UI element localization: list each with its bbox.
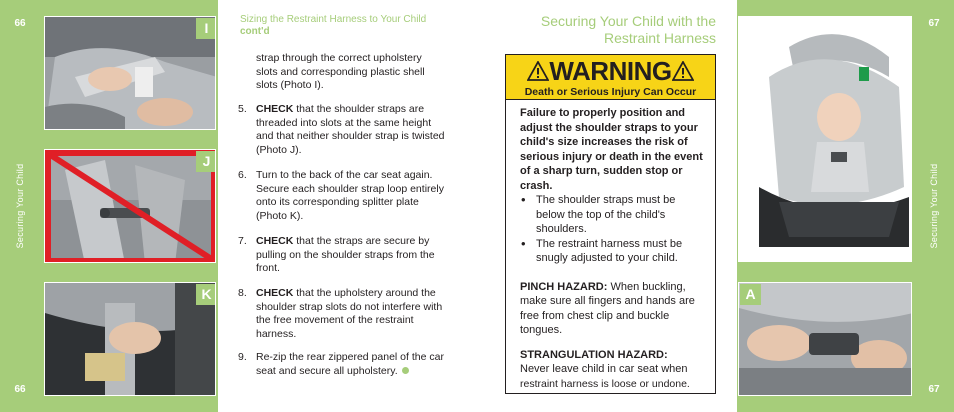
photo-a (738, 282, 912, 396)
step-6-body: Turn to the back of the car seat again. Secure each shoulder strap loop entirely onto its corresponding splitter plate (Photo K). (256, 169, 444, 222)
warning-box (505, 54, 716, 394)
step-7-number: 7. (238, 235, 247, 247)
photo-i (44, 16, 216, 130)
step-8-body: that the upholstery around the shoulder strap slots do not interfere with the free movement of the restraint harness. (256, 287, 443, 340)
right-photo-strip (737, 0, 914, 412)
photo-i-badge: I (196, 18, 216, 39)
photo-k-image (45, 283, 216, 396)
step-5-body: that the shoulder straps are threaded into slots at the same height and that neither shoulder strap is twisted (Photo J). (256, 103, 445, 156)
section-heading (240, 14, 426, 38)
step-9-number: 9. (238, 351, 247, 363)
photo-j-image (45, 150, 216, 263)
photo-a-image (739, 283, 912, 396)
right-title-line1: Securing Your Child with the (540, 13, 716, 29)
page-number-bottom-left: 66 (14, 384, 26, 395)
alert-triangle-icon (672, 61, 694, 81)
warning-title: WARNING (549, 56, 672, 86)
step-9-body: Re-zip the rear zippered panel of the car seat and secure all upholstery. (256, 351, 444, 377)
step-7-bold: CHECK (256, 235, 294, 247)
photo-i-image (45, 17, 216, 130)
step-9-text (256, 351, 446, 378)
step-5-text (256, 103, 446, 157)
warning-lead: Failure to properly position and adjust the shoulder straps to your child's size increases the risk of serious injury or death in the event of a sharp turn, sudden stop or crash. (520, 107, 703, 192)
warning-header (506, 55, 715, 100)
photo-car-seat (738, 16, 912, 262)
left-photo-strip (40, 0, 218, 412)
strangulation-hazard-line1: Never leave child in car seat when (520, 363, 688, 375)
strangulation-hazard-label: STRANGULATION HAZARD: (520, 348, 668, 361)
alert-triangle-icon (527, 61, 549, 81)
warning-title-row (506, 55, 715, 86)
page-number-top-right: 67 (928, 18, 940, 29)
photo-j (44, 149, 216, 263)
step-5-bold: CHECK (256, 103, 294, 115)
photo-car-seat-image (739, 17, 912, 262)
section-continued: cont'd (240, 26, 270, 37)
section-title: Sizing the Restraint Harness to Your Child (240, 14, 427, 25)
pinch-hazard-label: PINCH HAZARD: (520, 280, 608, 293)
step-5-number: 5. (238, 103, 247, 115)
right-page-title (478, 13, 716, 47)
photo-j-badge: J (196, 151, 216, 172)
step-intro: strap through the correct upholstery slots and corresponding plastic shell slots (Photo I). (256, 52, 425, 91)
side-label-right: Securing Your Child (929, 163, 939, 249)
step-8-text (256, 287, 446, 341)
step-7-text (256, 235, 446, 276)
warning-subtitle: Death or Serious Injury Can Occur (524, 86, 697, 98)
step-7-body: that the straps are secure by pulling on the shoulder straps from the front. (256, 235, 435, 274)
step-6-text (256, 169, 446, 223)
right-margin-bar (914, 0, 954, 412)
strangulation-hazard-line2: restraint harness is loose or undone. (520, 377, 690, 390)
page-number-top-left: 66 (14, 18, 26, 29)
photo-k (44, 282, 216, 396)
photo-k-badge: K (196, 284, 216, 305)
photo-a-badge: A (740, 284, 761, 305)
side-label-left: Securing Your Child (15, 163, 25, 249)
right-title-line2: Restraint Harness (603, 30, 716, 46)
left-margin-bar (0, 0, 40, 412)
step-8-bold: CHECK (256, 287, 294, 299)
pinch-hazard-text: When buckling, make sure all fingers and hands are free from chest clip and buckle tongues. (520, 280, 695, 336)
warning-bullet-2: • The restraint harness must be snugly adjusted to your child. (520, 237, 705, 266)
pinch-hazard (520, 280, 705, 338)
left-text-page (218, 0, 458, 412)
warning-body (506, 100, 715, 391)
page-number-bottom-right: 67 (928, 384, 940, 395)
end-of-section-dot-icon (402, 367, 409, 374)
warning-bullet-1: • The shoulder straps must be below the top of the child's shoulders. (520, 193, 705, 237)
step-8-number: 8. (238, 287, 247, 299)
step-6-number: 6. (238, 169, 247, 181)
